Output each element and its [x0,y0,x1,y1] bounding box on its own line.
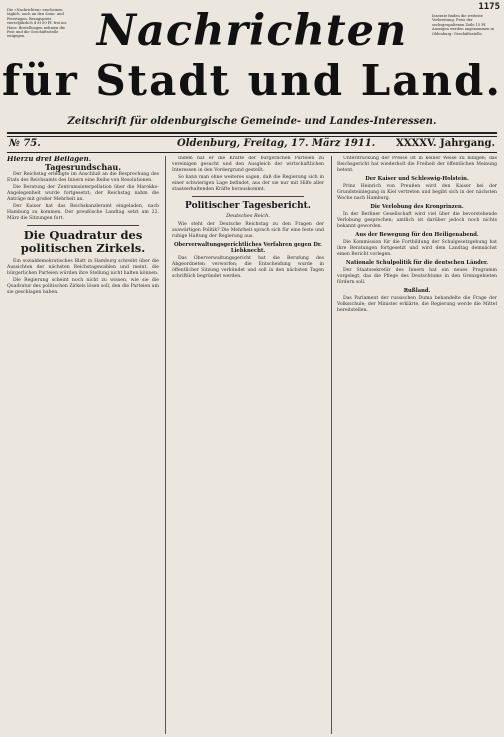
header-rule-top [7,132,497,134]
masthead-subtitle: Zeitschrift für oldenburgische Gemeinde- und Landes-Interessen. [67,116,437,127]
subscription-box: Die »Nachrichten« erscheinen täglich, auch an den Sonn- und Feiertagen. Bezugspreis vierteljährlich 4 M 50 Pf. frei ins Haus. Bestellungen nehmen die Post und die Geschäftsstelle entgegen. [7,8,67,39]
article-paragraph: Die Beratung der Zentrumsinterpellation über die Marokko-Angelegenheit wurde fortgesetzt; der Reichstag nahm die Anträge mit großer Mehrheit an. [7,185,159,202]
article-subheading: Oberverwaltungsgerichtliches Verfahren gegen Dr. Liebknecht. [174,242,322,254]
article-subheading: Die Verlobung des Kronprinzen. [370,204,464,210]
article-paragraph: Die Regierung scheint noch nicht zu wissen, wie sie die Quadratur des politischen Zirkels lösen soll, den die Parteien um sie geschlagen haben. [7,278,159,295]
page-folio: 1175 [478,2,500,12]
article-paragraph: Der Reichstag erledigte im Anschluß an die Besprechung des Etats des Reichsamts des Innern eine Reihe von Resolutionen. [7,172,159,183]
supplements-note: Hierzu drei Beilagen. [7,156,92,163]
header-rule-inner [7,136,497,137]
advertising-box: Inserate finden die weiteste Verbreitung. Preis der sechsgespaltenen Zeile 15 Pf. Anzeigen werden angenommen in Oldenburg: Geschäftsstelle. [432,14,494,36]
article-subheading: Deutsches Reich. [226,213,270,219]
article-paragraph: Ein sozialdemokratisches Blatt in Hamburg schreibt über die Aussichten der nächsten Reichstagswahlen und meint, die bürgerlichen Parteien würden ihre Stellung nicht halten können. [7,259,159,276]
issue-date: Oldenburg, Freitag, 17. März 1911. [177,138,376,149]
section-title: Tagesrundschau. [45,162,121,172]
issue-number: № 75. [9,138,41,149]
column-divider [165,156,166,734]
masthead-line-2: für Stadt und Land. [1,56,503,105]
issue-volume: XXXXV. Jahrgang. [396,138,495,149]
article-paragraph: Indem hat er die Kräfte der bürgerlichen Parteien zu vereinigen gesucht und den Ausgleich der wirtschaftlichen Interessen in den Vordergrund gestellt. [172,156,324,173]
article-paragraph: Die Kommission für die Fortbildung der Schulgesetzgebung hat ihre Beratungen fortgesetzt und wird dem Landtag demnächst einen Bericht vorlegen. [337,240,497,257]
article-paragraph: Das Oberverwaltungsgericht hat die Berufung des Abgeordneten verworfen; die Entscheidung wurde in öffentlicher Sitzung verkündet und soll in den nächsten Tagen schriftlich begründet werden. [172,256,324,279]
article-subheading: Aus der Bewegung für den Heiligenabend. [355,232,479,238]
article-divider [192,196,304,197]
article-paragraph: In der Berliner Gesellschaft wird viel über die bevorstehende Verlobung gesprochen; amtlich ist darüber jedoch noch nichts bekannt geworden. [337,212,497,229]
column-2 [172,156,324,734]
article-subheading: Rußland. [403,288,431,294]
article-paragraph: Der Kaiser hat das Reichskanzleramt eingeladen, nach Hamburg zu kommen. Der preußische Landtag setzt am 22. März die Sitzungen fort. [7,204,159,221]
column-1 [7,156,159,734]
issue-line [9,138,495,152]
column-3 [337,156,497,734]
article-paragraph: So kann man ohne weiteres sagen, daß die Regierung sich in einer schwierigen Lage befindet, aus der sie nur mit Hilfe aller staatserhaltenden Kräfte herauskommt. [172,175,324,192]
article-paragraph: Das Parlament der russischen Duma behandelte die Frage der Volksschule; der Minister erklärte, die Regierung werde die Mittel bereitstellen. [337,296,497,313]
article-subheading: Der Kaiser und Schleswig-Holstein. [365,176,469,182]
article-paragraph: Wie steht der Deutsche Reichstag zu den Fragen der auswärtigen Politik? Die Mehrheit sprach sich für eine feste und ruhige Haltung der Regierung aus. [172,222,324,239]
header-rule-bottom [7,152,497,153]
article-paragraph: Unterdrückung der Presse ist in keiner Weise zu billigen; das Reichsgericht hat wiederholt die Freiheit der öffentlichen Meinung betont. [337,156,497,173]
article-title: Die Quadratur des politischen Zirkels. [20,228,146,255]
article-title: Politischer Tagesbericht. [185,201,311,211]
article-paragraph: Prinz Heinrich von Preußen wird den Kaiser bei der Grundsteinlegung in Kiel vertreten und begibt sich in der nächsten Woche nach Hamburg. [337,184,497,201]
article-subheading: Nationale Schulpolitik für die deutschen Länder. [345,260,489,266]
masthead-line-1: Nachrichten [96,6,408,56]
column-divider [331,156,332,734]
article-paragraph: Der Staatssekretär des Innern hat ein neues Programm vorgelegt, das die Pflege des Deutschtums in den Grenzgebieten fördern soll. [337,268,497,285]
article-divider [27,225,139,226]
